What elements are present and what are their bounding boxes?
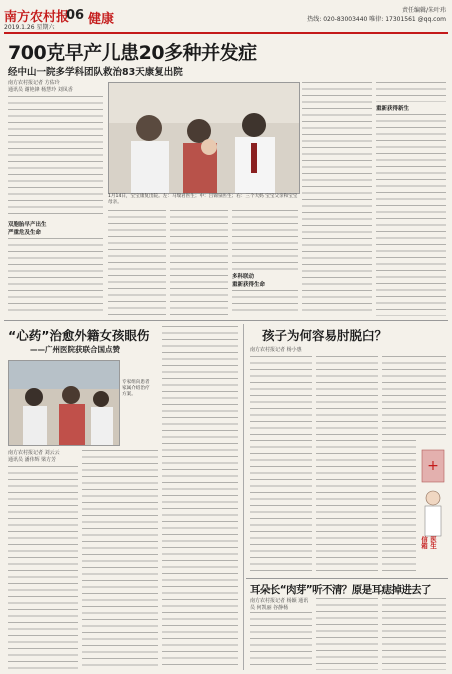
page-number: 06 [66, 8, 85, 23]
story1-subhead-2: 严重危及生命 [8, 230, 42, 236]
masthead [4, 4, 448, 34]
svg-text:+: + [427, 458, 439, 474]
story2-column-1 [8, 466, 78, 670]
issue-date: 2019.1.26 星期六 [4, 24, 55, 31]
story3-headline: 孩子为何容易肘脱臼？ [262, 328, 388, 343]
masthead-info [307, 6, 446, 24]
story1-column-4 [232, 210, 298, 270]
story1-column-6a [376, 82, 446, 102]
story1-headline: 700克早产儿患20多种并发症 [8, 42, 257, 64]
story1-subhead-4: 重新获得生命 [232, 282, 266, 288]
story3-column-6 [382, 440, 416, 574]
story2-photo [8, 360, 120, 446]
story1-column-6 [376, 114, 446, 316]
story3-column-5 [316, 440, 378, 574]
story1-subhead-3: 多科联动 [232, 274, 255, 280]
masthead-rule [4, 32, 448, 34]
story3-byline: 南方农村报记者 杨小惠 [250, 347, 302, 353]
column-divider [243, 324, 244, 670]
story3-column-1 [250, 356, 312, 436]
story4-column-1 [250, 612, 312, 670]
paper-name: 南方农村报 [4, 10, 70, 25]
story1-subhead-1: 双胞胎早产出生 [8, 222, 47, 228]
story2-byline: 南方农村报记者 刘云云 通讯员 潘伟辉 梁方芳 [8, 450, 60, 463]
story2-column-2 [82, 450, 158, 670]
story1-column-2 [108, 210, 166, 316]
story3-column-2 [316, 356, 378, 436]
story2-headline: “心药”治愈外籍女孩眼伤 [8, 328, 150, 343]
story2-photo-image [9, 361, 119, 445]
story4-column-2 [316, 598, 378, 670]
story1-byline: 南方农村报记者 方佑玲 通讯员 谢艳锋 杨慧玲 刘凤香 [8, 80, 73, 93]
story4-column-3 [382, 598, 446, 670]
story1-column-4b [232, 290, 298, 316]
section-title: 健康 [88, 12, 115, 27]
story1-column-5 [302, 82, 372, 316]
story1-column-3 [170, 210, 228, 316]
story2-photo-caption: 专家组向患者家属介绍治疗方案。 [122, 380, 150, 397]
story1-subhead-5: 重新获得新生 [376, 106, 410, 112]
story1-column-1 [8, 96, 103, 216]
story1-bottom-rule [4, 320, 448, 321]
story1-photo [108, 82, 300, 194]
story1-subhead: 经中山一院多学科团队救治83天康复出院 [8, 67, 183, 78]
story3-bottom-rule [246, 578, 448, 579]
doctor-mailbox-label: 医生信箱 [420, 536, 437, 549]
story2-column-3 [162, 326, 238, 670]
story1-column-1b [8, 238, 103, 316]
story2-subhead: ——广州医院获联合国点赞 [30, 345, 120, 354]
hotline: 热线: 020-83003440 唯律: 17301561 @qq.com [307, 16, 446, 23]
story3-column-3 [382, 356, 446, 436]
story1-photo-caption: 1月14日，宝宝康复出院。左：马瑞君医生；中：吕锦泉医生；右：三个大妈 宝宝父亲和宝宝母亲。 [108, 194, 298, 205]
story1-photo-image [109, 83, 299, 193]
doctor-mailbox-illustration [418, 440, 448, 550]
story4-headline: 耳朵长“肉芽”听不清？原是耳痣掉进去了 [250, 584, 431, 596]
doctor-cartoon-icon [418, 440, 448, 550]
story3-column-4 [250, 440, 312, 574]
editor-line: 责任编辑/朱叶玮 [401, 7, 446, 14]
story4-byline: 南方农村报记者 杨颖 通讯员 何凯丽 谷静杨 [250, 598, 309, 611]
